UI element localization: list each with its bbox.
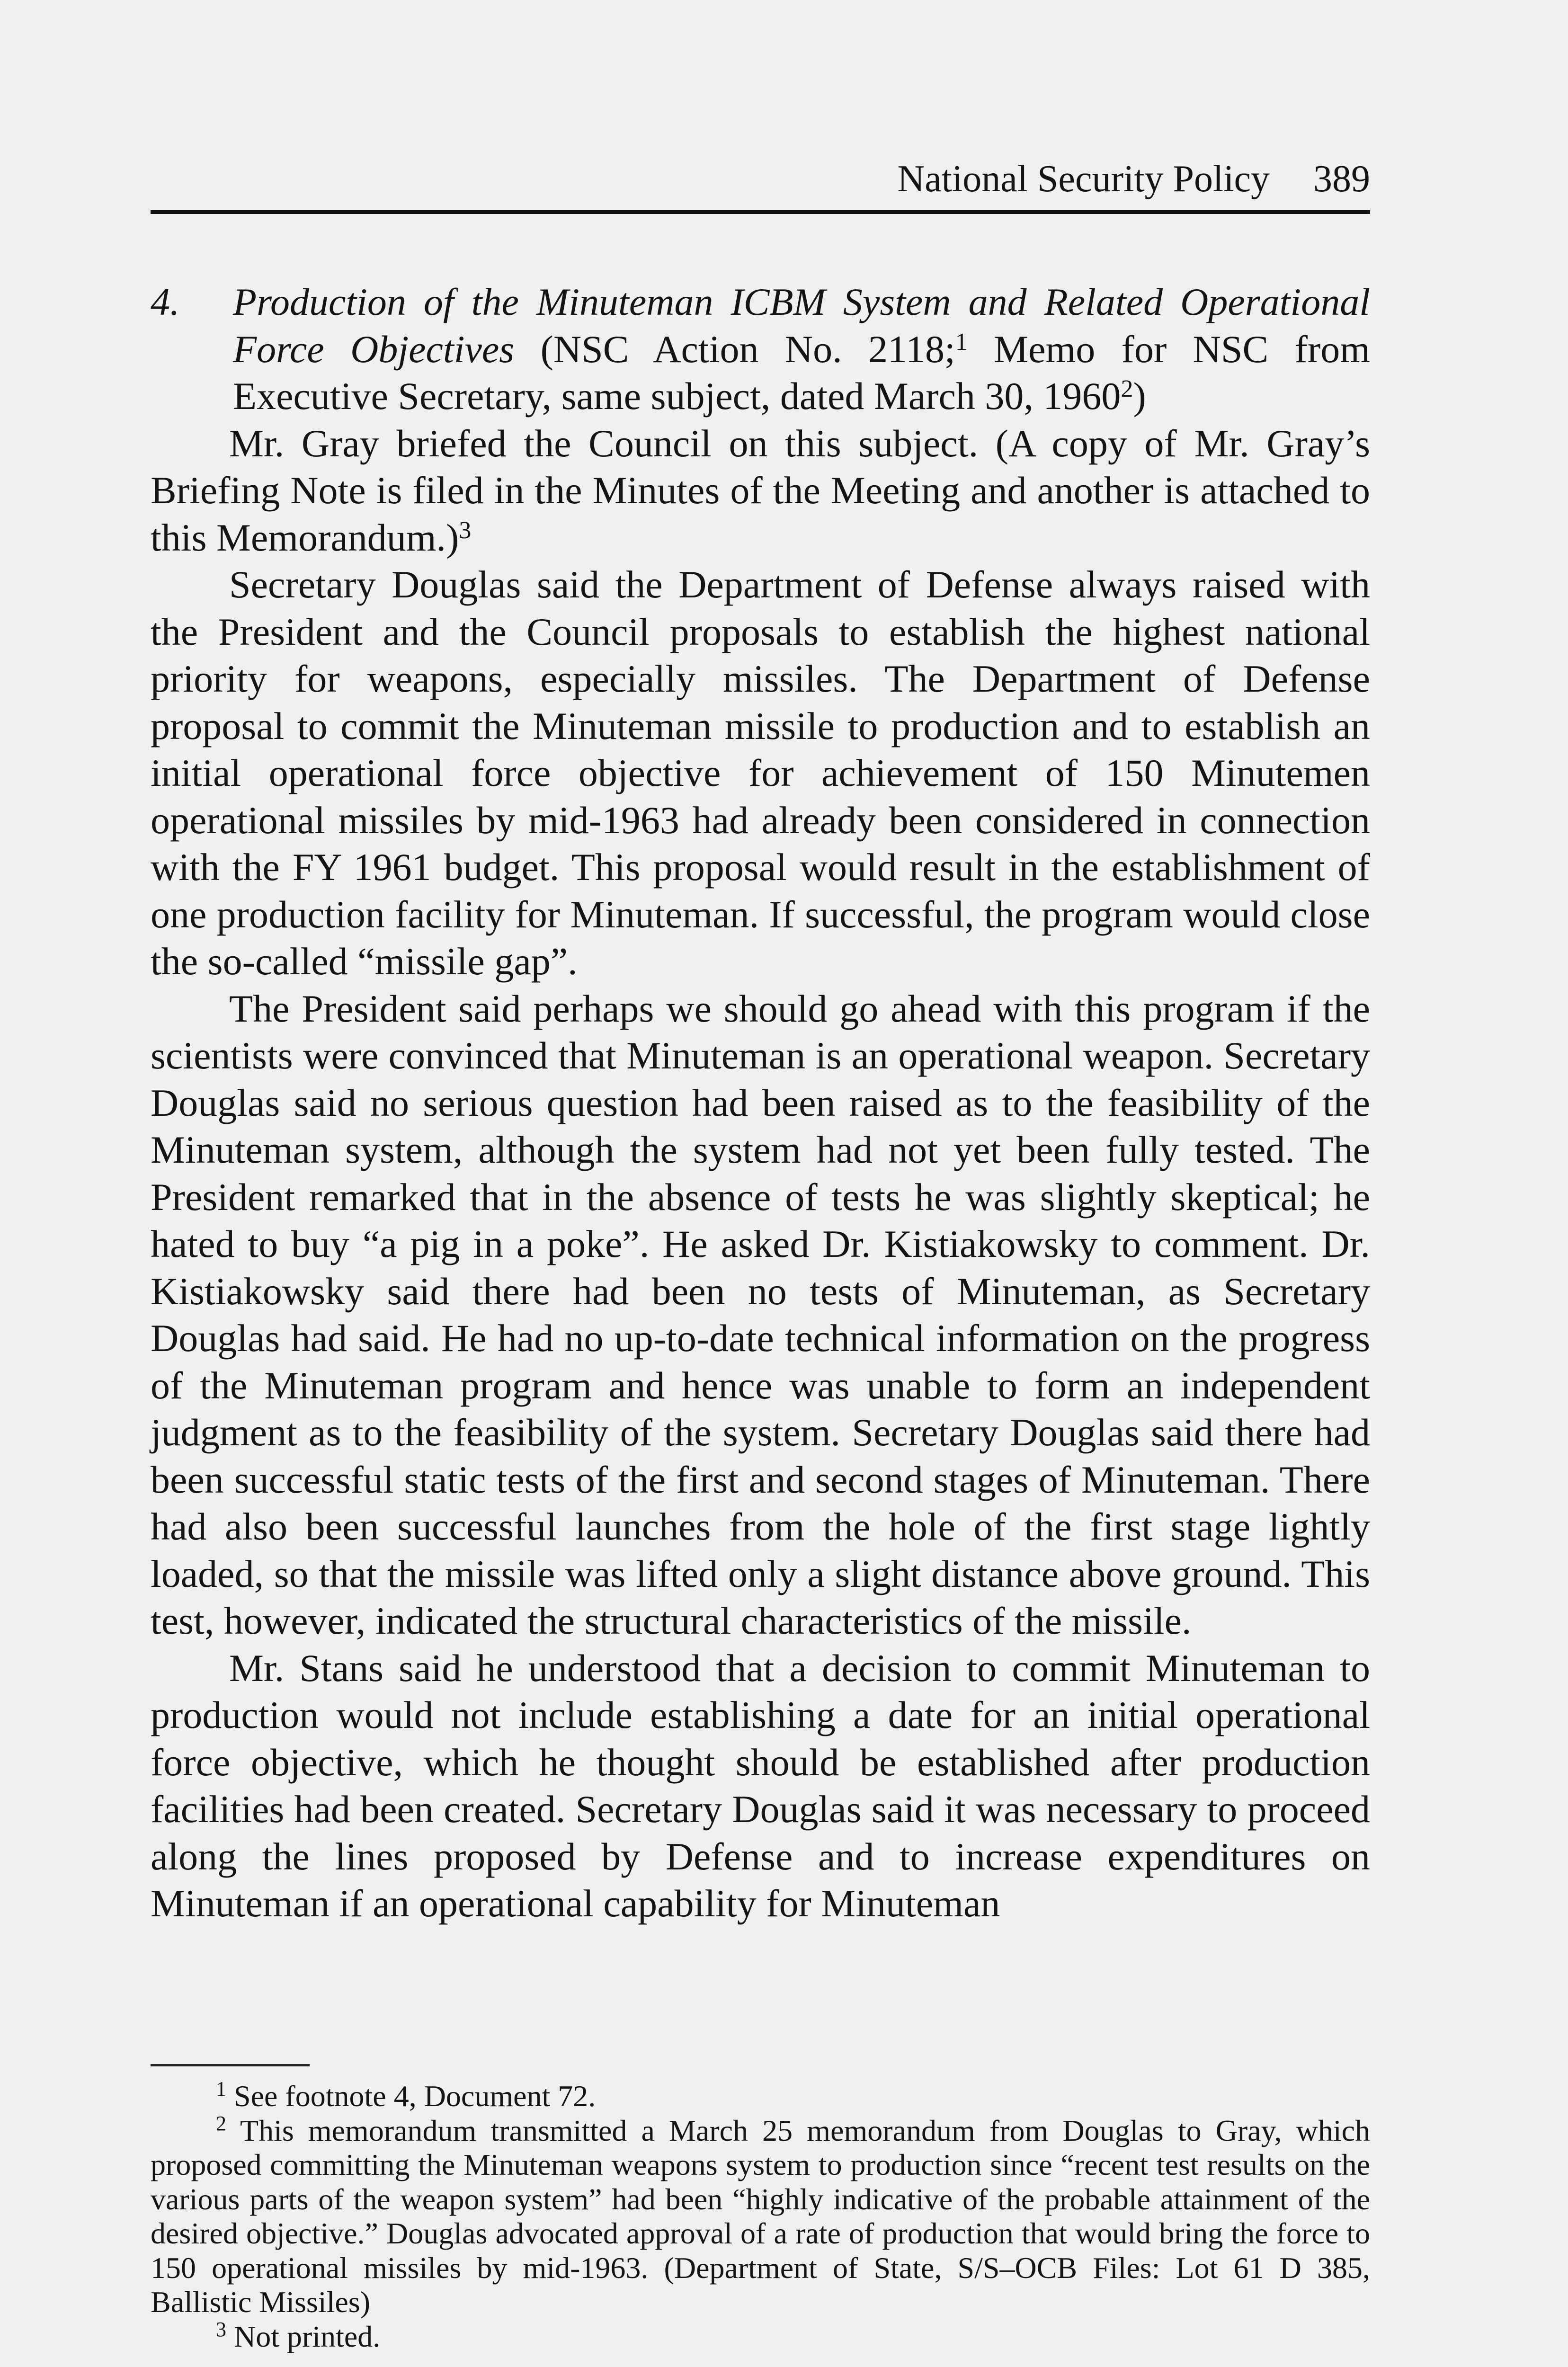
footnote-number: 2 — [216, 2111, 226, 2135]
paragraph-gray-briefing — [151, 420, 1370, 561]
footnote-2 — [151, 2111, 1371, 2320]
section-title: National Security Policy — [897, 158, 1270, 200]
footnote-3 — [151, 2317, 1370, 2354]
paragraph-douglas-priority: Secretary Douglas said the Department of Defense always raised with the President and the Council proposals to establish the highest national priority for weapons, especially missiles. The Department of Defense proposal to commit the Minuteman missile to production and to establish an initial operational force objective for achievement of 150 Minutemen operational missiles by mid-1963 had already been considered in connection with the FY 1961 budget. This proposal would result in the establishment of one production facility for Minuteman. If successful, the program would close the so-called “missile gap”. — [151, 563, 1370, 983]
item-reference-middle: Memo for NSC from Executive Secretary, same subject, dated March 30, 1960 — [233, 327, 1370, 418]
item-reference-end: ) — [1133, 374, 1146, 418]
footnote-text: See footnote 4, Document 72. — [234, 2079, 596, 2113]
page-number: 389 — [1313, 158, 1370, 200]
footnote-ref-1: 1 — [955, 328, 968, 356]
paragraph-text: Mr. Gray briefed the Council on this subject. (A copy of Mr. Gray’s Briefing Note is filed in the Minutes of the Meeting and another is attached to this Memorandum.) — [151, 421, 1370, 559]
footnote-rule — [151, 2064, 310, 2066]
body-text — [151, 278, 1370, 1927]
footnote-text: Not printed. — [234, 2319, 381, 2353]
footnotes — [151, 2079, 1370, 2354]
footnote-1 — [151, 2079, 1370, 2114]
header-rule — [151, 210, 1370, 214]
paragraph-president-scientists: The President said perhaps we should go ahead with this program if the scientists were convinced that Minuteman is an operational weapon. Secretary Douglas said no serious question had been raised as to the feasibility of the Minuteman system, although the system had not yet been fully tested. The President remarked that in the absence of tests he was slightly skeptical; he hated to buy “a pig in a poke”. He asked Dr. Kistiakowsky to comment. Dr. Kistiakowsky said there had been no tests of Minuteman, as Secretary Douglas had said. He had no up-to-date technical information on the progress of the Minuteman program and hence was unable to form an independent judgment as to the feasibility of the system. Secretary Douglas said there had been successful static tests of the first and second stages of Minuteman. There had also been successful launches from the hole of the first stage lightly loaded, so that the missile was lifted only a slight distance above ground. This test, however, indicated the structural characteristics of the missile. — [151, 987, 1370, 1642]
running-head — [151, 151, 1370, 207]
paragraph-stans-decision: Mr. Stans said he understood that a decision to commit Minuteman to production would not include establishing a date for an initial operational force objective, which he thought should be established after production facilities had been created. Secretary Douglas said it was necessary to proceed along the lines proposed by Defense and to increase expenditures on Minuteman if an operational capability for Minuteman — [151, 1646, 1370, 1925]
item-title: Production of the Minuteman ICBM System and Related Operational Force Objectives — [233, 280, 1370, 371]
footnote-ref-2: 2 — [1121, 375, 1133, 402]
item-number: 4. — [151, 280, 180, 323]
footnote-number: 3 — [216, 2317, 226, 2341]
footnote-ref-3: 3 — [459, 516, 472, 544]
item-reference: (NSC Action No. 2118; — [514, 327, 955, 371]
footnote-number: 1 — [216, 2077, 226, 2100]
footnote-text: This memorandum transmitted a March 25 memorandum from Douglas to Gray, which proposed committing the Minuteman weapons system to production since “recent test results on the various parts of the weapon system” had been “highly indicative of the probable attainment of the desired objective.” Douglas advocated approval of a rate of production that would bring the force to 150 operational missiles by mid-1963. (Department of State, S/S–OCB Files: Lot 61 D 385, Ballistic Missiles) — [151, 2113, 1371, 2319]
item-heading — [151, 278, 1370, 420]
